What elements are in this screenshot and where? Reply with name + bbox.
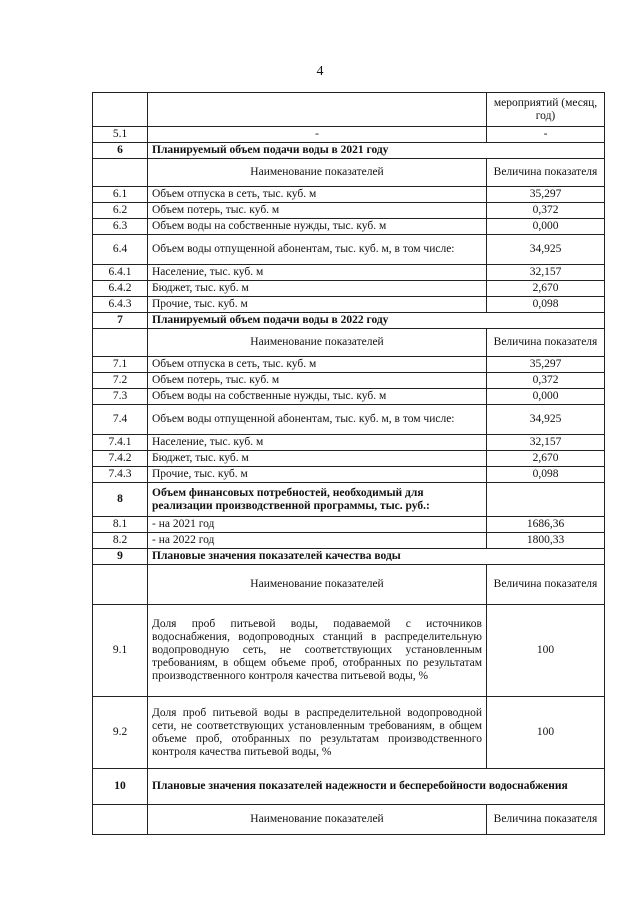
section-row — [93, 313, 605, 329]
header-row — [93, 565, 605, 605]
table-row — [93, 265, 605, 281]
section-number: 9 — [93, 549, 148, 565]
row-number: 7.4.1 — [93, 435, 148, 451]
row-name: - на 2022 год — [148, 533, 487, 549]
row-number: 6.4.3 — [93, 297, 148, 313]
row-value: 34,925 — [487, 405, 605, 435]
row-number: 6.4.1 — [93, 265, 148, 281]
row-name: Объем потерь, тыс. куб. м — [148, 373, 487, 389]
row-name: Объем отпуска в сеть, тыс. куб. м — [148, 357, 487, 373]
section-row — [93, 549, 605, 565]
row-value: 0,372 — [487, 373, 605, 389]
row-number: 7.3 — [93, 389, 148, 405]
row-number: 7.2 — [93, 373, 148, 389]
section-title: Плановые значения показателей качества воды — [148, 549, 605, 565]
row-name: Бюджет, тыс. куб. м — [148, 451, 487, 467]
header-blank — [93, 159, 148, 187]
row-number: 7.4 — [93, 405, 148, 435]
section-title: Плановые значения показателей надежности и бесперебойности водоснабжения — [148, 769, 605, 805]
row-value: 0,000 — [487, 219, 605, 235]
row-value: 1686,36 — [487, 517, 605, 533]
row-name: Население, тыс. куб. м — [148, 435, 487, 451]
row-name: - на 2021 год — [148, 517, 487, 533]
row-name: Население, тыс. куб. м — [148, 265, 487, 281]
table-row — [93, 517, 605, 533]
row-value: 34,925 — [487, 235, 605, 265]
row-value: 0,098 — [487, 297, 605, 313]
header-value: Величина показателя — [487, 805, 605, 835]
row-name: Объем воды на собственные нужды, тыс. куб. м — [148, 219, 487, 235]
row-value: 100 — [487, 605, 605, 697]
row-value: 2,670 — [487, 281, 605, 297]
section-number: 6 — [93, 143, 148, 159]
cell-num — [93, 93, 148, 127]
row-name: Прочие, тыс. куб. м — [148, 467, 487, 483]
row-name: Доля проб питьевой воды, подаваемой с источников водоснабжения, водопроводных станций в распределительную водопроводную сеть, не соответствующих установленным требованиям, в общем объеме проб, отобранных по результатам производственного контроля качества питьевой воды, % — [148, 605, 487, 697]
header-value: Величина показателя — [487, 159, 605, 187]
header-row — [93, 805, 605, 835]
header-blank — [93, 565, 148, 605]
row-number: 6.4.2 — [93, 281, 148, 297]
row-number: 9.1 — [93, 605, 148, 697]
row-value: 32,157 — [487, 435, 605, 451]
table-row — [93, 203, 605, 219]
section-title: Планируемый объем подачи воды в 2021 году — [148, 143, 605, 159]
table-row — [93, 697, 605, 769]
row-number: 6.4 — [93, 235, 148, 265]
header-name: Наименование показателей — [148, 159, 487, 187]
section-title: Планируемый объем подачи воды в 2022 году — [148, 313, 605, 329]
row-name: Бюджет, тыс. куб. м — [148, 281, 487, 297]
row-value: 1800,33 — [487, 533, 605, 549]
row-number: 8.1 — [93, 517, 148, 533]
row-value: 0,098 — [487, 467, 605, 483]
table-row — [93, 93, 605, 127]
row-name: Прочие, тыс. куб. м — [148, 297, 487, 313]
table-row — [93, 405, 605, 435]
header-row — [93, 159, 605, 187]
row-number: 6.2 — [93, 203, 148, 219]
header-blank — [93, 329, 148, 357]
cell-name — [148, 93, 487, 127]
row-value: 0,372 — [487, 203, 605, 219]
row-number: 6.3 — [93, 219, 148, 235]
table-row — [93, 127, 605, 143]
page-number: 4 — [316, 64, 324, 79]
row-number: 9.2 — [93, 697, 148, 769]
table-row — [93, 467, 605, 483]
table-row — [93, 373, 605, 389]
table-row — [93, 219, 605, 235]
row-name: Объем воды отпущенной абонентам, тыс. куб. м, в том числе: — [148, 405, 487, 435]
table-row — [93, 435, 605, 451]
row-name: Объем воды на собственные нужды, тыс. куб. м — [148, 389, 487, 405]
program-table — [92, 92, 605, 835]
section-value-blank — [487, 483, 605, 517]
section-row — [93, 769, 605, 805]
row-number: 7.4.3 — [93, 467, 148, 483]
header-name: Наименование показателей — [148, 329, 487, 357]
row-value: 0,000 — [487, 389, 605, 405]
table-row — [93, 235, 605, 265]
table-row — [93, 451, 605, 467]
row-value: 100 — [487, 697, 605, 769]
table-row — [93, 281, 605, 297]
row-value: 2,670 — [487, 451, 605, 467]
row-value: - — [487, 127, 605, 143]
header-name: Наименование показателей — [148, 565, 487, 605]
section-row — [93, 143, 605, 159]
row-value: 35,297 — [487, 187, 605, 203]
row-name: Доля проб питьевой воды в распределительной водопроводной сети, не соответствующих установленным требованиям, в общем объеме проб, отобранных по результатам производственного контроля качества питьевой воды, % — [148, 697, 487, 769]
row-name: Объем потерь, тыс. куб. м — [148, 203, 487, 219]
table-row — [93, 389, 605, 405]
table-row — [93, 297, 605, 313]
header-blank — [93, 805, 148, 835]
row-number: 7.1 — [93, 357, 148, 373]
row-value: 35,297 — [487, 357, 605, 373]
section-number: 10 — [93, 769, 148, 805]
section-title: Объем финансовых потребностей, необходимый для реализации производственной программы, тыс. руб.: — [148, 483, 487, 517]
row-number: 7.4.2 — [93, 451, 148, 467]
header-row — [93, 329, 605, 357]
table-row — [93, 357, 605, 373]
row-number: 8.2 — [93, 533, 148, 549]
section-number: 7 — [93, 313, 148, 329]
row-number: 6.1 — [93, 187, 148, 203]
section-row — [93, 483, 605, 517]
table-row — [93, 605, 605, 697]
cell-value: мероприятий (месяц, год) — [487, 93, 605, 127]
table-row — [93, 533, 605, 549]
row-name: Объем отпуска в сеть, тыс. куб. м — [148, 187, 487, 203]
row-value: 32,157 — [487, 265, 605, 281]
section-number: 8 — [93, 483, 148, 517]
header-value: Величина показателя — [487, 565, 605, 605]
table-row — [93, 187, 605, 203]
header-value: Величина показателя — [487, 329, 605, 357]
row-name: - — [148, 127, 487, 143]
row-name: Объем воды отпущенной абонентам, тыс. куб. м, в том числе: — [148, 235, 487, 265]
header-name: Наименование показателей — [148, 805, 487, 835]
row-number: 5.1 — [93, 127, 148, 143]
